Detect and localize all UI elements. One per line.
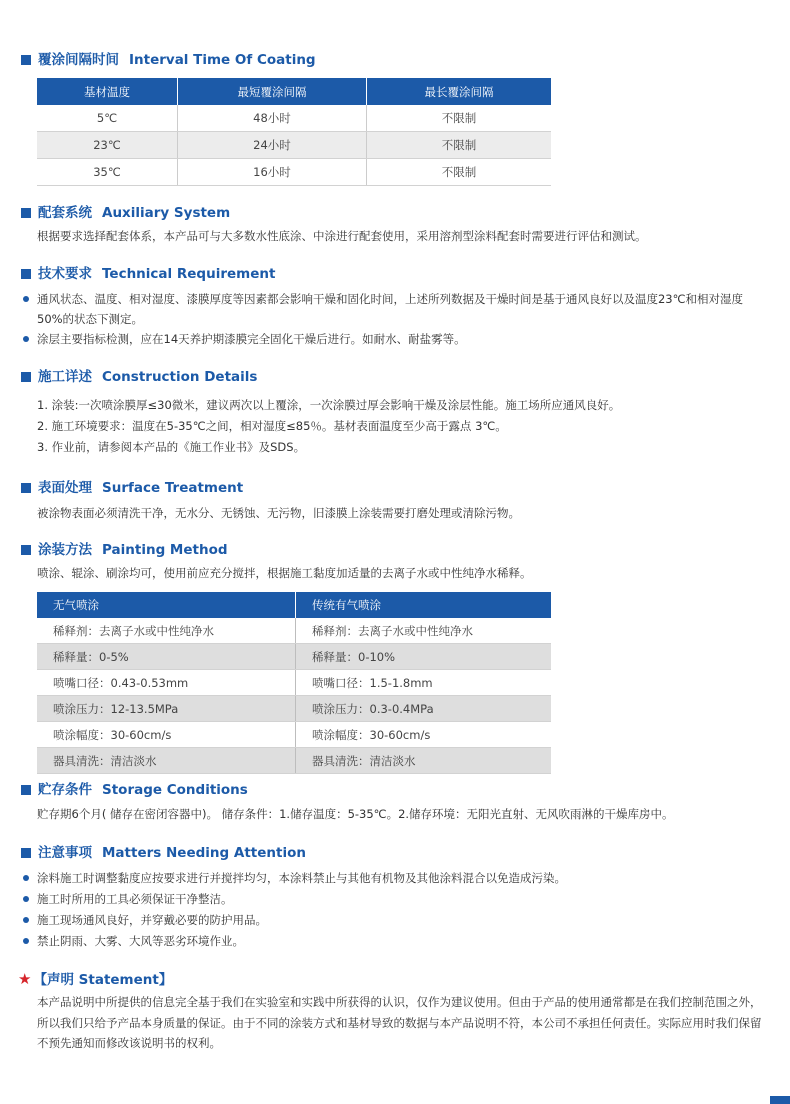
table-cell: 喷涂幅度：30-60cm/s: [37, 722, 296, 748]
table-row: [37, 159, 551, 186]
section-title-zh: 【声明 Statement】: [33, 972, 173, 988]
table-cell: 48小时: [178, 105, 367, 132]
construction-step: 2. 施工环境要求：温度在5-35℃之间，相对湿度≤85％。基材表面温度至少高于露点 3℃。: [37, 419, 507, 433]
table-cell: 稀释剂：去离子水或中性纯净水: [296, 618, 552, 644]
dot-bullet-icon: [23, 896, 29, 902]
painting-text: 喷涂、辊涂、刷涂均可，使用前应充分搅拌，根据施工黏度加适量的去离子水或中性纯净水稀释。: [37, 566, 532, 580]
section-title-interval: [21, 50, 316, 70]
table-header-cell: 最短覆涂间隔: [178, 78, 367, 105]
list-item-text: 涂料施工时调整黏度应按要求进行并搅拌均匀，本涂料禁止与其他有机物及其他涂料混合以免造成污染。: [37, 871, 566, 885]
section-title-en: Painting Method: [102, 542, 228, 558]
table-cell: 不限制: [367, 132, 552, 159]
section-title-zh: 贮存条件: [38, 782, 92, 798]
list-item-text: 禁止阴雨、大雾、大风等恶劣环境作业。: [37, 934, 244, 948]
section-title-auxiliary: [21, 203, 230, 223]
storage-text: 贮存期6个月( 储存在密闭容器中)。 储存条件：1.储存温度：5-35℃。2.储存环境：无阳光直射、无风吹雨淋的干燥库房中。: [37, 807, 674, 821]
list-item-text: 施工现场通风良好，并穿戴必要的防护用品。: [37, 913, 267, 927]
surface-text: 被涂物表面必须清洗干净，无水分、无锈蚀、无污物，旧漆膜上涂装需要打磨处理或清除污物。: [37, 506, 520, 520]
section-title-attention: [21, 843, 306, 863]
interval-table: [37, 78, 551, 186]
dot-bullet-icon: [23, 917, 29, 923]
page-corner-tab: [770, 1096, 790, 1104]
table-cell: 稀释量：0-5%: [37, 644, 296, 670]
section-title-en: Technical Requirement: [102, 266, 276, 282]
table-header-cell: 基材温度: [37, 78, 178, 105]
section-title-construction: [21, 367, 257, 387]
table-cell: 23℃: [37, 132, 178, 159]
list-item-text: 涂层主要指标检测，应在14天养护期漆膜完全固化干燥后进行。如耐水、耐盐雾等。: [37, 332, 466, 346]
table-row: [37, 748, 551, 774]
table-header-row: [37, 592, 551, 618]
list-item: [22, 889, 767, 909]
table-cell: 稀释量：0-10%: [296, 644, 552, 670]
table-row: [37, 722, 551, 748]
square-bullet-icon: [21, 372, 31, 382]
section-title-painting: [21, 540, 228, 560]
table-row: [37, 618, 551, 644]
auxiliary-text: 根据要求选择配套体系，本产品可与大多数水性底涂、中涂进行配套使用，采用溶剂型涂料配套时需要进行评估和测试。: [37, 229, 647, 243]
table-cell: 喷涂压力：0.3-0.4MPa: [296, 696, 552, 722]
section-title-storage: [21, 780, 248, 800]
table-cell: 喷嘴口径：0.43-0.53mm: [37, 670, 296, 696]
square-bullet-icon: [21, 545, 31, 555]
painting-table: [37, 592, 551, 774]
table-cell: 24小时: [178, 132, 367, 159]
star-icon: ★: [18, 970, 32, 988]
table-cell: 35℃: [37, 159, 178, 186]
table-cell: 器具清洗：清洁淡水: [37, 748, 296, 774]
section-title-en: Storage Conditions: [102, 782, 248, 798]
table-cell: 喷嘴口径：1.5-1.8mm: [296, 670, 552, 696]
section-title-en: Auxiliary System: [102, 205, 231, 221]
section-title-en: Surface Treatment: [102, 480, 244, 496]
section-title-technical: [21, 264, 275, 284]
section-title-zh: 配套系统: [38, 205, 92, 221]
table-cell: 16小时: [178, 159, 367, 186]
list-item: [22, 868, 767, 888]
dot-bullet-icon: [23, 875, 29, 881]
construction-step: 1. 涂装:一次喷涂膜厚≤30微米，建议两次以上覆涂，一次涂膜过厚会影响干燥及涂层性能。施工场所应通风良好。: [37, 398, 621, 412]
section-title-en: Construction Details: [102, 369, 258, 385]
dot-bullet-icon: [23, 336, 29, 342]
table-row: [37, 132, 551, 159]
square-bullet-icon: [21, 269, 31, 279]
section-title-zh: 表面处理: [38, 480, 92, 496]
list-item: [22, 329, 767, 349]
table-cell: 喷涂幅度：30-60cm/s: [296, 722, 552, 748]
table-header-cell: 最长覆涂间隔: [367, 78, 552, 105]
list-item: [22, 289, 767, 329]
square-bullet-icon: [21, 483, 31, 493]
table-cell: 不限制: [367, 159, 552, 186]
square-bullet-icon: [21, 55, 31, 65]
list-item-text: 通风状态、温度、相对湿度、漆膜厚度等因素都会影响干燥和固化时间，上述所列数据及干燥时间是基于通风良好以及温度23℃和相对湿度50%的状态下测定。: [37, 292, 744, 326]
statement-text: 本产品说明中所提供的信息完全基于我们在实验室和实践中所获得的认识，仅作为建议使用。但由于产品的使用通常都是在我们控制范围之外，所以我们只给予产品本身质量的保证。由于不同的涂装方式和基材导致的数据与本产品说明不符，本公司不承担任何责任。实际应用时我们保留不预先通知而修改该说明书的权利。: [37, 995, 762, 1050]
list-item-text: 施工时所用的工具必须保证干净整洁。: [37, 892, 233, 906]
section-title-zh: 涂装方法: [38, 542, 92, 558]
list-item: [22, 910, 767, 930]
table-row: [37, 670, 551, 696]
table-row: [37, 644, 551, 670]
table-cell: 稀释剂：去离子水或中性纯净水: [37, 618, 296, 644]
section-title-zh: 技术要求: [38, 266, 92, 282]
section-title-zh: 施工详述: [38, 369, 92, 385]
square-bullet-icon: [21, 208, 31, 218]
table-cell: 5℃: [37, 105, 178, 132]
table-cell: 不限制: [367, 105, 552, 132]
section-title-zh: 注意事项: [38, 845, 92, 861]
section-title-en: Matters Needing Attention: [102, 845, 306, 861]
square-bullet-icon: [21, 848, 31, 858]
table-row: [37, 696, 551, 722]
table-header-row: [37, 78, 551, 105]
table-row: [37, 105, 551, 132]
construction-step: 3. 作业前，请参阅本产品的《施工作业书》及SDS。: [37, 440, 306, 454]
table-header-cell: 传统有气喷涂: [296, 592, 552, 618]
dot-bullet-icon: [23, 296, 29, 302]
list-item: [22, 931, 767, 951]
section-title-surface: [21, 478, 243, 498]
square-bullet-icon: [21, 785, 31, 795]
table-cell: 器具清洗：清洁淡水: [296, 748, 552, 774]
table-cell: 喷涂压力：12-13.5MPa: [37, 696, 296, 722]
dot-bullet-icon: [23, 938, 29, 944]
table-header-cell: 无气喷涂: [37, 592, 296, 618]
section-title-zh: 覆涂间隔时间: [38, 52, 119, 68]
section-title-statement: [18, 969, 172, 989]
section-title-en: Interval Time Of Coating: [129, 52, 316, 68]
